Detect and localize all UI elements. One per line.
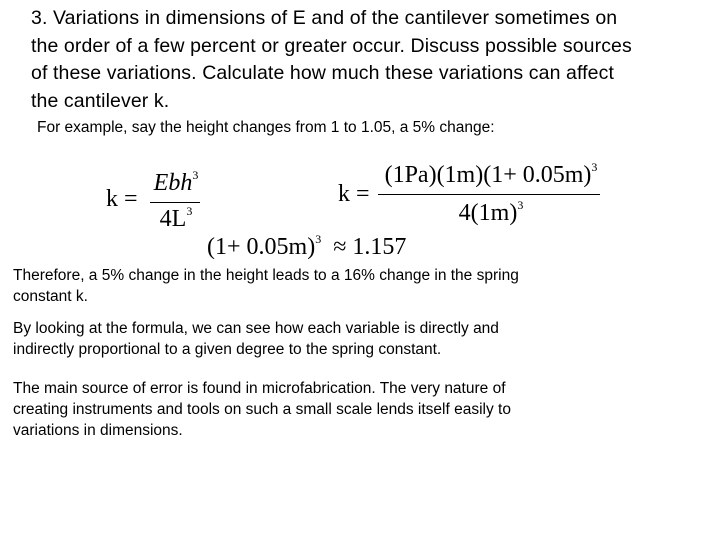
question-text xyxy=(31,5,715,115)
formula1-lhs: k = xyxy=(106,186,138,212)
formula3-rhs: ≈ 1.157 xyxy=(333,234,407,260)
formula2-lhs: k = xyxy=(338,181,370,207)
formula1-numerator-text: Ebh xyxy=(153,170,193,196)
paragraph-line: creating instruments and tools on such a small scale lends itself easily to xyxy=(13,401,511,418)
paragraph-line: Therefore, a 5% change in the height leads to a 16% change in the spring xyxy=(13,267,519,284)
formula3-exp: 3 xyxy=(315,232,322,246)
formula2-numerator-exp: 3 xyxy=(591,160,598,174)
formula2-denominator-exp: 3 xyxy=(517,198,524,212)
formula1-fraction-bar xyxy=(150,202,200,203)
question-line: the cantilever k. xyxy=(31,89,170,112)
formula2-denominator xyxy=(380,198,602,226)
example-text: For example, say the height changes from 1 to 1.05, a 5% change: xyxy=(37,119,495,136)
formula3-base: (1+ 0.05m) xyxy=(207,234,316,260)
formula1-denominator xyxy=(150,204,202,232)
conclusion-paragraph xyxy=(13,265,653,307)
question-line: 3. Variations in dimensions of E and of the cantilever sometimes on xyxy=(31,7,618,29)
formula-approximation xyxy=(207,232,407,260)
formula1-denominator-text: 4L xyxy=(159,206,187,232)
paragraph-line: variations in dimensions. xyxy=(13,422,183,439)
formula1-denominator-exp: 3 xyxy=(186,204,193,218)
formula2-fraction-bar xyxy=(378,194,600,195)
question-line: the order of a few percent or greater occur. Discuss possible sources xyxy=(31,34,632,57)
formula1-numerator xyxy=(150,168,202,196)
formula2-denominator-text: 4(1m) xyxy=(458,200,518,226)
paragraph-line: The main source of error is found in microfabrication. The very nature of xyxy=(13,380,506,397)
formula2-numerator-text: (1Pa)(1m)(1+ 0.05m) xyxy=(384,162,592,188)
error-source-paragraph xyxy=(13,378,653,441)
formula2-numerator xyxy=(380,160,602,188)
formula-analysis-paragraph xyxy=(13,318,653,360)
formula1-numerator-exp: 3 xyxy=(192,168,199,182)
question-line: of these variations. Calculate how much these variations can affect xyxy=(31,62,614,84)
paragraph-line: indirectly proportional to a given degree to the spring constant. xyxy=(13,341,442,358)
paragraph-line: constant k. xyxy=(13,288,88,305)
paragraph-line: By looking at the formula, we can see how each variable is directly and xyxy=(13,320,499,337)
